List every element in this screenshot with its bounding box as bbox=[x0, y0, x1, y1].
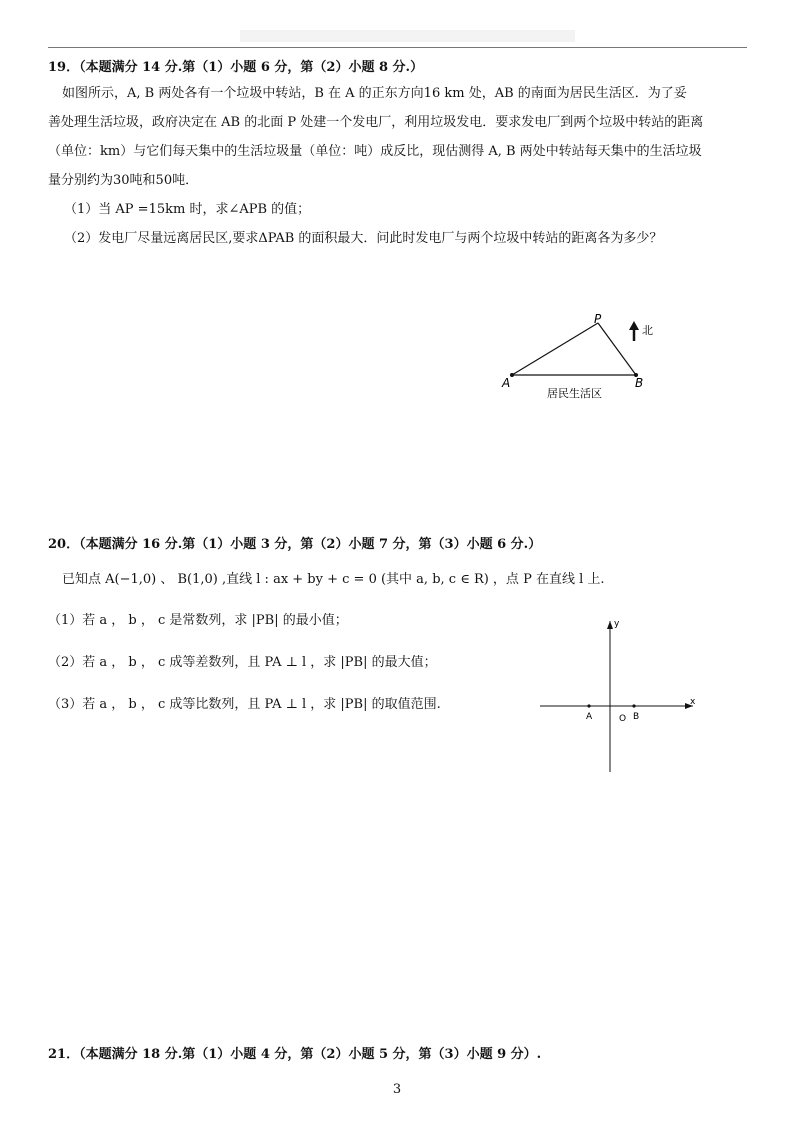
a-label: A bbox=[586, 712, 593, 722]
north-label: 北 bbox=[642, 324, 653, 337]
origin-label: O bbox=[619, 714, 627, 724]
y-axis-arrow-icon bbox=[607, 621, 613, 629]
q20-subquestion-3: （3）若 a ， b ， c 成等比数列，且 PA ⊥ l ，求 |PB| 的取值范围. bbox=[48, 697, 441, 712]
q19-triangle-figure bbox=[495, 308, 675, 408]
q19-paragraph-line-1: 如图所示，A, B 两处各有一个垃圾中转站，B 在 A 的正东方向16 km 处，AB 的南面为居民生活区．为了妥 bbox=[62, 86, 687, 101]
q19-paragraph-line-3: （单位：km）与它们每天集中的生活垃圾量（单位：吨）成反比，现估测得 A, B 两处中转站每天集中的生活垃圾 bbox=[48, 144, 702, 159]
point-a bbox=[510, 373, 514, 377]
label-p: P bbox=[594, 312, 602, 326]
north-arrow-icon bbox=[629, 321, 639, 330]
b-label: B bbox=[633, 712, 640, 722]
q19-paragraph-line-2: 善处理生活垃圾，政府决定在 AB 的北面 P 处建一个发电厂，利用垃圾发电．要求发电厂到两个垃圾中转站的距离 bbox=[48, 115, 704, 130]
q19-subquestion-2: （2）发电厂尽量远离居民区,要求ΔPAB 的面积最大．问此时发电厂与两个垃圾中转站的距离各为多少？ bbox=[64, 231, 663, 246]
x-label: x bbox=[690, 697, 696, 707]
q20-heading: 20．（本题满分 16 分.第（1）小题 3 分，第（2）小题 7 分，第（3）小题 6 分.） bbox=[48, 537, 542, 552]
q21-heading: 21．（本题满分 18 分.第（1）小题 4 分，第（2）小题 5 分，第（3）小题 9 分）. bbox=[48, 1047, 542, 1062]
q19-heading: 19．（本题满分 14 分.第（1）小题 6 分，第（2）小题 8 分.） bbox=[48, 60, 424, 75]
q20-subquestion-2: （2）若 a ， b ， c 成等差数列，且 PA ⊥ l ，求 |PB| 的最大值； bbox=[48, 655, 437, 670]
q19-paragraph-line-4: 量分别约为30吨和50吨． bbox=[48, 173, 199, 188]
q19-subquestion-1: （1）当 AP =15km 时，求∠APB 的值； bbox=[64, 202, 311, 217]
q20-subquestion-1: （1）若 a ， b ， c 是常数列，求 |PB| 的最小值； bbox=[48, 613, 348, 628]
point-b bbox=[632, 704, 635, 707]
point-a bbox=[587, 704, 590, 707]
q20-paragraph: 已知点 A(−1,0) 、 B(1,0) ,直线 l : ax + by + c = 0 (其中 a, b, c ∈ R) ，点 P 在直线 l 上. bbox=[62, 572, 605, 587]
y-label: y bbox=[614, 619, 620, 629]
segment-pb bbox=[598, 323, 636, 375]
header-rule bbox=[48, 47, 747, 48]
label-a: A bbox=[502, 376, 511, 390]
label-b: B bbox=[635, 376, 644, 390]
segment-ap bbox=[512, 323, 598, 375]
page-number: 3 bbox=[392, 1082, 402, 1097]
q20-coordinate-figure bbox=[535, 612, 700, 777]
header-area bbox=[240, 30, 575, 42]
region-label: 居民生活区 bbox=[547, 387, 602, 400]
